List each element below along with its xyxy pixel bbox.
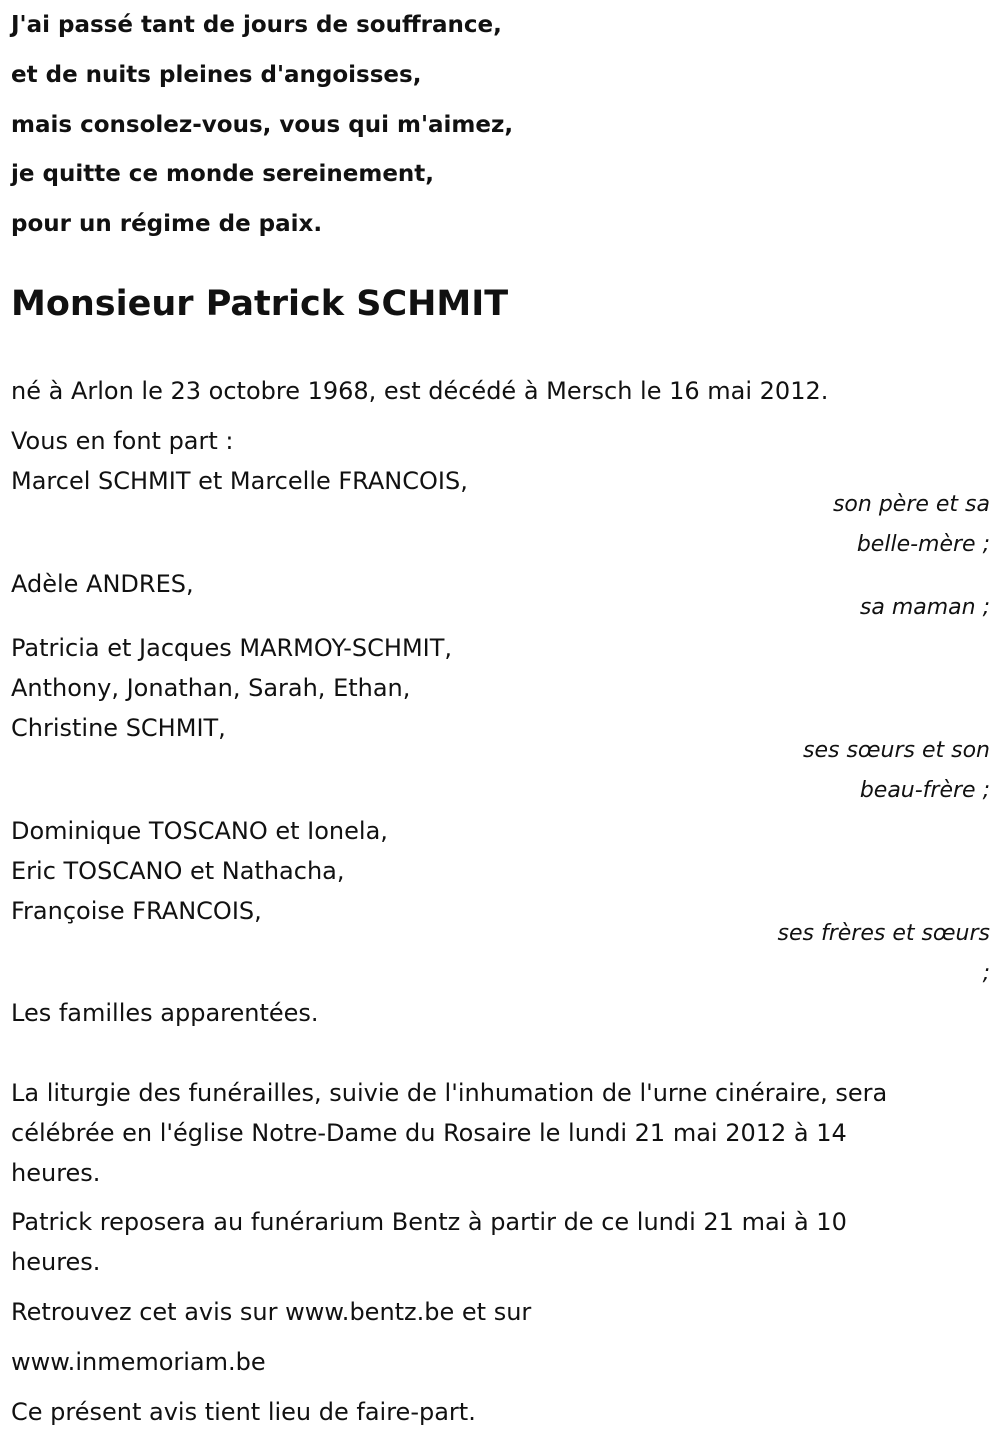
birth-death-line: né à Arlon le 23 octobre 1968, est décédé à Mersch le 16 mai 2012. xyxy=(11,377,829,405)
poem-line: J'ai passé tant de jours de souffrance, xyxy=(11,12,502,38)
related-families-line: Les familles apparentées. xyxy=(11,999,319,1027)
poem-line: je quitte ce monde sereinement, xyxy=(11,161,435,187)
poem-line: mais consolez-vous, vous qui m'aimez, xyxy=(11,112,514,138)
closing-line: Ce présent avis tient lieu de faire-part. xyxy=(11,1398,476,1426)
repose-line: heures. xyxy=(11,1248,101,1276)
website-line: Retrouvez cet avis sur www.bentz.be et sur xyxy=(11,1298,532,1326)
poem-line: pour un régime de paix. xyxy=(11,211,323,237)
deceased-name: Monsieur Patrick SCHMIT xyxy=(11,284,509,324)
family-relation: ses frères et sœurs xyxy=(777,921,990,946)
intro-line: Vous en font part : xyxy=(11,427,234,455)
family-relation: beau-frère ; xyxy=(859,778,990,803)
liturgy-line: heures. xyxy=(11,1159,101,1187)
family-member-names: Christine SCHMIT, xyxy=(11,714,226,742)
liturgy-line: célébrée en l'église Notre-Dame du Rosaire le lundi 21 mai 2012 à 14 xyxy=(11,1119,847,1147)
family-member-names: Anthony, Jonathan, Sarah, Ethan, xyxy=(11,674,411,702)
family-member-names: Adèle ANDRES, xyxy=(11,570,194,598)
family-relation: ses sœurs et son xyxy=(803,738,990,763)
liturgy-line: La liturgie des funérailles, suivie de l'inhumation de l'urne cinéraire, sera xyxy=(11,1079,888,1107)
family-relation: son père et sa xyxy=(832,492,990,517)
website-line: www.inmemoriam.be xyxy=(11,1348,266,1376)
family-member-names: Eric TOSCANO et Nathacha, xyxy=(11,857,345,885)
family-member-names: Patricia et Jacques MARMOY-SCHMIT, xyxy=(11,634,453,662)
family-member-names: Marcel SCHMIT et Marcelle FRANCOIS, xyxy=(11,467,468,495)
repose-line: Patrick reposera au funérarium Bentz à partir de ce lundi 21 mai à 10 xyxy=(11,1208,847,1236)
family-relation: sa maman ; xyxy=(859,595,990,620)
family-relation: belle-mère ; xyxy=(856,532,990,557)
family-member-names: Dominique TOSCANO et Ionela, xyxy=(11,817,388,845)
family-relation: ; xyxy=(982,961,990,986)
poem-line: et de nuits pleines d'angoisses, xyxy=(11,62,422,88)
family-member-names: Françoise FRANCOIS, xyxy=(11,897,262,925)
